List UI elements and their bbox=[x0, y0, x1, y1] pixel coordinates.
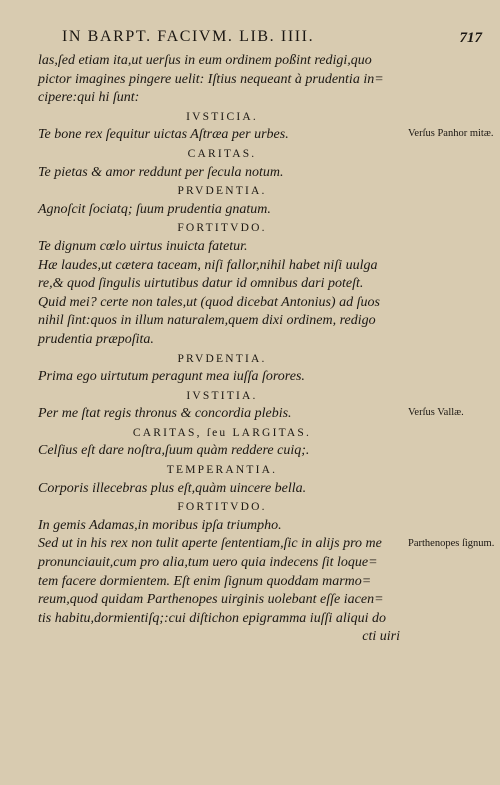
text-line: Per me ſtat regis thronus & concordia plebis. bbox=[38, 406, 292, 422]
text-line: pronunciauit,cum pro alia,tum uero quia indecens ſit loque= bbox=[38, 555, 378, 571]
page-header bbox=[62, 28, 482, 50]
text-line: Hæ laudes,ut cætera taceam, niſi fallor,nihil habet niſi uulga bbox=[38, 257, 378, 273]
text-line: Quid mei? certe non tales,ut (quod dicebat Antonius) ad ſuos bbox=[38, 294, 380, 310]
text-line: Corporis illecebras plus eſt,quàm uincere bella. bbox=[38, 480, 307, 496]
speaker-label: IVSTITIA. bbox=[186, 389, 258, 402]
text-line: re,& quod ſingulis uirtutibus datur id omnibus dari poteſt. bbox=[38, 276, 364, 292]
text-line: nihil ſint:quos in illum naturalem,quem dixi ordinem, redigo bbox=[38, 313, 376, 329]
speaker-label: FORTITVDO. bbox=[177, 501, 267, 514]
page-number: 717 bbox=[459, 30, 482, 46]
text-line: las,ſed etiam ita,ut uerſus in eum ordinem poßint redigi,quo bbox=[38, 53, 372, 68]
text-line: Te pietas & amor reddunt per ſecula notum. bbox=[38, 164, 284, 180]
running-head: IN BARPT. FACIVM. LIB. IIII. bbox=[62, 28, 315, 45]
text-line: reum,quod quidam Parthenopes uirginis uolebant eſſe iacen= bbox=[38, 592, 384, 608]
text-line: prudentia præpoſita. bbox=[38, 331, 154, 347]
margin-note: Parthenopes ſignum. bbox=[408, 537, 495, 549]
speaker-label: CARITAS. bbox=[187, 147, 257, 160]
text-line: cipere:qui hi ſunt: bbox=[38, 90, 140, 106]
speaker-label: CARITAS, ſeu LARGITAS. bbox=[132, 426, 312, 439]
text-line: tis habitu,dormientiſq;:cui diſtichon epigramma iuſſi aliqui do bbox=[38, 610, 387, 626]
text-line: Agnoſcit ſociatq; ſuum prudentia gnatum. bbox=[38, 201, 271, 217]
text-line: Sed ut in his rex non tulit aperte ſententiam,ſic in alijs pro me bbox=[38, 536, 382, 552]
text-block bbox=[38, 52, 406, 647]
speaker-label: PRVDENTIA. bbox=[177, 352, 267, 365]
speaker-label: TEMPERANTIA. bbox=[166, 464, 278, 477]
speaker-label: FORTITVDO. bbox=[177, 222, 267, 235]
text-line: Te bone rex ſequitur uictas Aſtræa per urbes. bbox=[38, 127, 289, 143]
text-line: Prima ego uirtutum peragunt mea iuſſa ſorores. bbox=[38, 369, 305, 385]
margin-note: Verſus Vallæ. bbox=[408, 407, 464, 419]
text-line: In gemis Adamas,in moribus ipſa triumpho. bbox=[38, 517, 282, 533]
text-line: Celſius eſt dare noſtra,ſuum quàm reddere cuiq;. bbox=[38, 443, 310, 459]
margin-note: Verſus Panhor mitæ. bbox=[408, 128, 494, 140]
text-line: tem facere dormientem. Eſt enim ſignum quoddam marmo= bbox=[38, 573, 372, 589]
text-line: Te dignum cœlo uirtus inuicta fatetur. bbox=[38, 238, 248, 254]
text-line: pictor imagines pingere uelit: Iſtius nequeant à prudentia in= bbox=[38, 71, 384, 87]
speaker-label: PRVDENTIA. bbox=[177, 185, 267, 198]
speaker-label: IVSTICIA. bbox=[186, 110, 258, 123]
catchword: cti uiri bbox=[362, 629, 400, 645]
